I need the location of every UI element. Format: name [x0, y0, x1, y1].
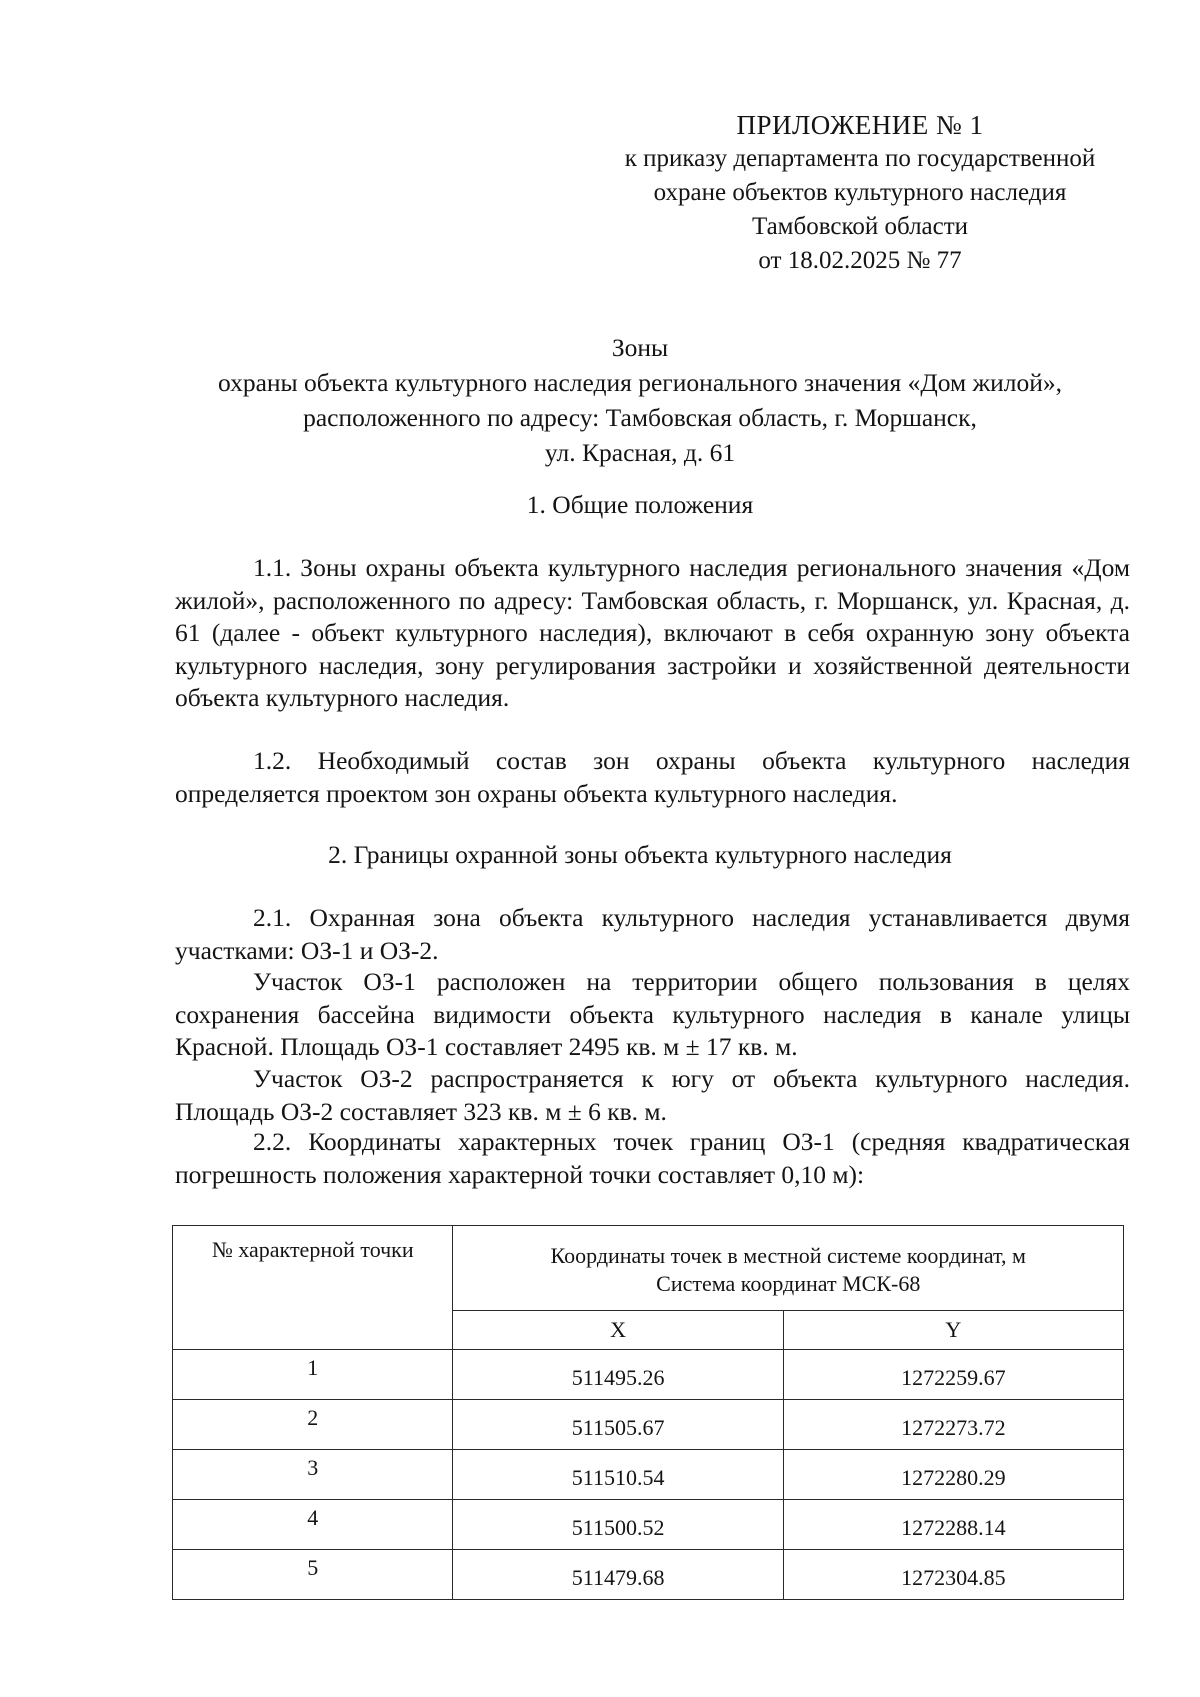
- cell-x: 511479.68: [453, 1550, 783, 1600]
- appendix-line: Тамбовской области: [751, 213, 969, 240]
- header-point-number: № характерной точки: [173, 1226, 453, 1350]
- cell-x: 511505.67: [453, 1400, 783, 1450]
- cell-point: 5: [173, 1550, 453, 1600]
- cell-x: 511510.54: [453, 1450, 783, 1500]
- cell-point: 1: [173, 1350, 453, 1400]
- paragraph-oz2: Участок ОЗ-2 распространяется к югу от объекта культурного наследия. Площадь ОЗ-2 составляет 323 кв. м ± 6 кв. м.: [175, 1064, 1130, 1126]
- appendix-title: ПРИЛОЖЕНИЕ № 1: [736, 110, 984, 140]
- table-row: [173, 1350, 1124, 1400]
- title-line: ул. Красная, д. 61: [544, 438, 736, 467]
- table-row: [173, 1550, 1124, 1600]
- cell-y: 1272259.67: [783, 1350, 1123, 1400]
- cell-point: 4: [173, 1500, 453, 1550]
- title-line: Зоны: [611, 333, 669, 362]
- header-coordinate-system: Система координат МСК-68: [656, 1271, 921, 1296]
- paragraph-2-1: 2.1. Охранная зона объекта культурного наследия устанавливается двумя участками: ОЗ-1 и ОЗ-2.: [175, 903, 1130, 965]
- paragraph-2-2: 2.2. Координаты характерных точек границ ОЗ-1 (средняя квадратическая погрешность положения характерной точки составляет 0,10 м):: [175, 1127, 1130, 1189]
- appendix-date-number: от 18.02.2025 № 77: [758, 247, 962, 274]
- cell-y: 1272280.29: [783, 1450, 1123, 1500]
- cell-x: 511495.26: [453, 1350, 783, 1400]
- document-title: [170, 330, 1110, 470]
- cell-point: 2: [173, 1400, 453, 1450]
- appendix-header: [590, 108, 1130, 278]
- table-header-row: [173, 1226, 1124, 1311]
- header-coordinates: [453, 1226, 1124, 1311]
- cell-y: 1272304.85: [783, 1550, 1123, 1600]
- title-line: охраны объекта культурного наследия регионального значения «Дом жилой»,: [217, 368, 1063, 397]
- cell-x: 511500.52: [453, 1500, 783, 1550]
- appendix-line: к приказу департамента по государственной: [624, 145, 1096, 172]
- header-y: Y: [783, 1311, 1123, 1350]
- section-1-heading: 1. Общие положения: [526, 490, 754, 519]
- table-row: [173, 1400, 1124, 1450]
- header-coordinates-line: Координаты точек в местной системе координат, м: [550, 1243, 1026, 1268]
- paragraph-oz1: Участок ОЗ-1 расположен на территории общего пользования в целях сохранения бассейна видимости объекта культурного наследия в канале улицы Красной. Площадь ОЗ-1 составляет 2495 кв. м ± 17 кв. м.: [175, 967, 1130, 1061]
- cell-point: 3: [173, 1450, 453, 1500]
- table-row: [173, 1500, 1124, 1550]
- title-line: расположенного по адресу: Тамбовская область, г. Моршанск,: [303, 403, 977, 432]
- cell-y: 1272273.72: [783, 1400, 1123, 1450]
- section-2-heading: 2. Границы охранной зоны объекта культурного наследия: [328, 840, 952, 869]
- header-x: X: [453, 1311, 783, 1350]
- paragraph-1-1: 1.1. Зоны охраны объекта культурного наследия регионального значения «Дом жилой», расположенного по адресу: Тамбовская область, г. Моршанск, ул. Красная, д. 61 (далее - объект культурного наследия), включают в себя охранную зону объекта культурного наследия, зону регулирования застройки и хозяйственной деятельности объекта культурного наследия.: [175, 553, 1130, 712]
- appendix-line: охране объектов культурного наследия: [653, 179, 1067, 206]
- table-row: [173, 1450, 1124, 1500]
- cell-y: 1272288.14: [783, 1500, 1123, 1550]
- paragraph-1-2: 1.2. Необходимый состав зон охраны объекта культурного наследия определяется проектом зон охраны объекта культурного наследия.: [175, 746, 1130, 808]
- coordinates-table: [172, 1225, 1124, 1600]
